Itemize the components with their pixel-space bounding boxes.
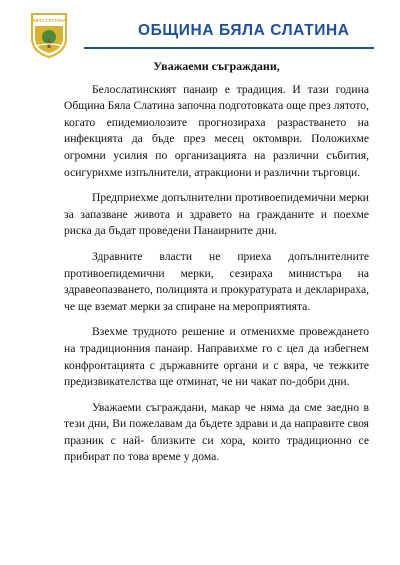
salutation: Уважаеми съграждани, [153, 59, 280, 73]
paragraph-1: Белослатинският панаир е традиция. И тази година Община Бяла Слатина започна подготовката още през лятото, когато епидемиолозите прогнозираха разрастването на инфекцията да бъде през месец октомври. Положихме огромни усилия по организацията на различни събития, осигурихме изпълнители, атракциони и различни търговци. [64, 82, 369, 179]
paragraph-4: Взехме трудното решение и отменихме провеждането на традиционния панаир. Направихме го с цел да избегнем конфронтацията с държавните органи и с вяра, че тежките предизвикателства ще отминат, че ни чакат по-добри дни. [64, 325, 369, 389]
crest-text: БЯЛА СЛАТИНА [32, 18, 66, 23]
paragraph-3: Здравните власти не приеха допълнителните противоепидемични мерки, сезираха министъра на здравеопазването, полицията и прокуратурата и декларираха, че ще вземат мерки за спиране на мероприятията. [64, 249, 369, 313]
letterhead [0, 0, 400, 62]
header-divider [84, 47, 374, 49]
paragraph-5: Уважаеми съграждани, макар че няма да сме заедно в тези дни, Ви пожелавам да бъдете здрави и да направите своя празник с най- близките си хора, които традиционно се прибират по това време у дома. [64, 400, 369, 464]
municipality-crest-icon [30, 12, 68, 58]
paragraph-2: Предприехме допълнителни противоепидемични мерки за запазване живота и здравето на гражданите и поехме риска да бъдат проведени Панаирните дни. [64, 191, 369, 238]
municipality-name: ОБЩИНА БЯЛА СЛАТИНА [138, 22, 350, 39]
letter-body [64, 58, 369, 475]
